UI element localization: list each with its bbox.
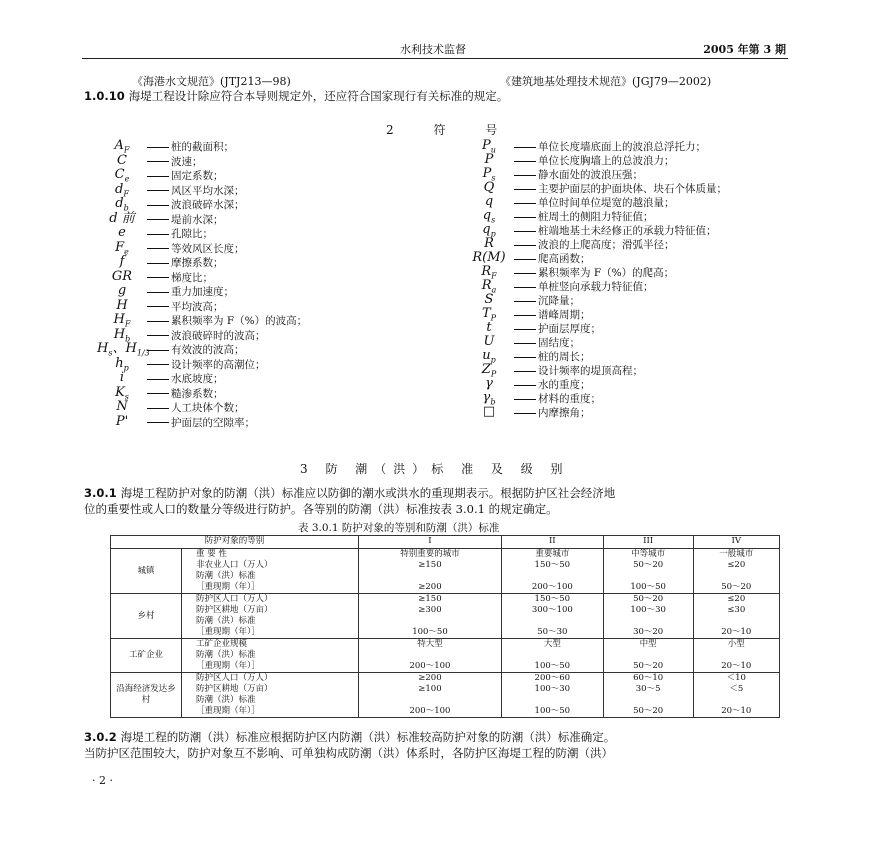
table-row bbox=[111, 673, 780, 718]
right-symbol-row bbox=[464, 308, 794, 322]
symbol-description: 水的重度； bbox=[514, 378, 591, 392]
symbol-description: 主要护面层的护面块体、块石个体质量； bbox=[514, 182, 727, 196]
symbol: N bbox=[116, 399, 128, 414]
clause-3-0-1 bbox=[84, 485, 615, 501]
right-symbol-row bbox=[464, 238, 794, 252]
reference-left: 《海港水文规范》(JTJ213—98) bbox=[132, 75, 291, 88]
symbol-description: 沉降量； bbox=[514, 294, 580, 308]
symbol-description: 固结度； bbox=[514, 336, 580, 350]
right-symbol-row bbox=[464, 252, 794, 266]
symbol-description: 谱峰周期； bbox=[514, 308, 591, 322]
symbol-description: 爬高函数； bbox=[514, 252, 591, 266]
clause-text: 海堤工程设计除应符合本导则规定外，还应符合国家现行有关标准的规定。 bbox=[128, 89, 509, 103]
right-symbol-row bbox=[464, 378, 794, 392]
value-cell: 中等城市 50～20 100～50 bbox=[603, 549, 693, 594]
right-symbol-row bbox=[464, 294, 794, 308]
symbol: $C_e$ bbox=[114, 167, 130, 184]
page-number: · 2 · bbox=[92, 774, 113, 787]
value-cell: ＜10 ＜5 20～10 bbox=[693, 673, 779, 718]
clause-number: 1.0.10 bbox=[84, 89, 125, 103]
symbol: C bbox=[117, 152, 127, 168]
table-row bbox=[111, 549, 780, 594]
right-symbol-row bbox=[464, 350, 794, 364]
running-header bbox=[82, 40, 788, 59]
symbol: $P_u$ bbox=[482, 138, 496, 155]
left-symbol-row bbox=[97, 343, 427, 357]
symbol-description: 波浪破碎时的波高； bbox=[147, 329, 266, 343]
symbol-description: 桩周土的侧阻力特征值； bbox=[514, 210, 654, 224]
left-symbol-row bbox=[97, 227, 427, 241]
symbol: $q_s$ bbox=[482, 208, 496, 225]
group-name: 乡村 bbox=[111, 594, 182, 639]
symbol-description: 内摩擦角； bbox=[514, 406, 591, 420]
clause-3-0-2 bbox=[84, 729, 615, 745]
symbol-description: 护面层厚度； bbox=[514, 322, 601, 336]
value-cell: ≥150 ≥300 100～50 bbox=[359, 594, 502, 639]
left-symbol-row bbox=[97, 181, 427, 199]
symbol: $Z_P$ bbox=[481, 362, 497, 379]
value-cell: ≤20 ≤30 20～10 bbox=[693, 594, 779, 639]
symbol-description: 累积频率为 F（%）的波高； bbox=[147, 314, 307, 328]
clause-line-1: 海堤工程的防潮（洪）标准应根据防护区内防潮（洪）标准较高防护对象的防潮（洪）标准确定。 bbox=[120, 730, 616, 744]
symbol-description: 平均波高； bbox=[147, 300, 224, 314]
clause-line-1: 海堤工程防护对象的防潮（洪）标准应以防御的潮水或洪水的重现期表示。根据防护区社会经济地 bbox=[120, 486, 616, 500]
symbol: □ bbox=[482, 404, 496, 419]
group-items: 防护区人口（万人） 防护区耕地（万亩） 防潮（洪）标准 ［重现期（年）］ bbox=[182, 594, 359, 639]
symbol-description: 波速； bbox=[147, 155, 203, 169]
clause-3-0-1-line-2: 位的重要性或人口的数量分等级进行防护。各等别的防潮（洪）标准按表 3.0.1 的规定确定。 bbox=[84, 502, 558, 516]
clause-number: 3.0.1 bbox=[84, 486, 117, 500]
left-symbol-row bbox=[97, 355, 427, 373]
left-symbol-row bbox=[97, 268, 427, 285]
symbol: f bbox=[119, 254, 125, 269]
symbol-description: 静水面处的波浪压强； bbox=[514, 168, 643, 182]
symbol: $\gamma_b$ bbox=[482, 390, 496, 407]
table-caption: 表 3.0.1 防护对象的等别和防潮（洪）标准 bbox=[298, 522, 500, 534]
right-symbol-row bbox=[464, 364, 794, 378]
symbol-description: 风区平均水深； bbox=[147, 184, 245, 198]
right-symbol-row bbox=[464, 224, 794, 238]
symbol: P' bbox=[115, 413, 129, 429]
value-cell: 一般城市 ≤20 50～20 bbox=[693, 549, 779, 594]
symbol-description: 波浪的上爬高度；滑弧半径； bbox=[514, 238, 675, 252]
right-symbol-row bbox=[464, 182, 794, 196]
symbol: P bbox=[484, 152, 494, 167]
issue-label: 2005 年第 3 期 bbox=[703, 43, 786, 56]
symbol: $P_s$ bbox=[482, 166, 496, 183]
symbol: $R_F$ bbox=[481, 264, 497, 281]
left-symbol-row bbox=[97, 256, 427, 270]
left-symbol-row bbox=[97, 413, 427, 430]
left-symbol-row bbox=[97, 384, 427, 402]
symbol-description: 设计频率的高潮位； bbox=[147, 358, 266, 372]
symbol-description: 单桩竖向承载力特征值； bbox=[514, 280, 654, 294]
symbol: $H_F$ bbox=[113, 312, 131, 329]
column-header: IV bbox=[693, 536, 779, 549]
symbol-description: 设计频率的堤顶高程； bbox=[514, 364, 643, 378]
symbol-description: 波浪破碎水深； bbox=[147, 198, 245, 212]
table-header-row bbox=[111, 536, 780, 549]
value-cell: 中型 50～20 bbox=[603, 639, 693, 673]
left-symbol-row bbox=[97, 401, 427, 415]
column-header: II bbox=[501, 536, 603, 549]
symbol: g bbox=[117, 283, 127, 298]
symbol: $H_b$ bbox=[113, 326, 131, 344]
symbol-description: 累积频率为 F（%）的爬高； bbox=[514, 266, 674, 280]
symbol-description: 水底坡度； bbox=[147, 372, 224, 386]
column-header: III bbox=[603, 536, 693, 549]
group-items: 工矿企业规模 防潮（洪）标准 ［重现期（年）］ bbox=[182, 639, 359, 673]
journal-name: 水利技术监督 bbox=[400, 43, 466, 56]
symbol-description: 单位时间单位堤宽的越浪量； bbox=[514, 196, 675, 210]
value-cell: 特大型 200～100 bbox=[359, 639, 502, 673]
symbol-description: 堤前水深； bbox=[147, 213, 224, 227]
standards-table bbox=[110, 535, 780, 718]
value-cell: 大型 100～50 bbox=[501, 639, 603, 673]
right-symbol-row bbox=[464, 336, 794, 350]
group-name: 城镇 bbox=[111, 549, 182, 594]
symbol: $h_p$ bbox=[115, 355, 129, 373]
reference-right: 《建筑地基处理技术规范》(JGJ79—2002) bbox=[500, 75, 712, 88]
right-symbol-row bbox=[464, 168, 794, 182]
symbol-description: 摩擦系数； bbox=[147, 256, 224, 270]
symbol-description: 有效波的波高； bbox=[147, 343, 245, 357]
symbol: $d_b$ bbox=[115, 196, 129, 213]
left-symbol-row bbox=[97, 297, 427, 314]
left-symbol-row bbox=[97, 314, 427, 328]
symbol: γ bbox=[485, 376, 493, 391]
symbol-description: 桩端地基土未经修正的承载力特征值； bbox=[514, 224, 717, 238]
symbol-description: 材料的重度； bbox=[514, 392, 601, 406]
symbol: U bbox=[483, 334, 495, 349]
clause-number: 3.0.2 bbox=[84, 730, 117, 744]
left-symbol-row bbox=[97, 169, 427, 183]
symbol: H bbox=[116, 297, 128, 313]
symbol: $H_s$、$H_{1/3}$ bbox=[97, 341, 150, 358]
value-cell: 小型 20～10 bbox=[693, 639, 779, 673]
table-row bbox=[111, 594, 780, 639]
right-symbol-row bbox=[464, 196, 794, 210]
value-cell: 150～50 300～100 50～30 bbox=[501, 594, 603, 639]
right-symbol-row bbox=[464, 392, 794, 406]
symbol-description: 单位长度墙底面上的波浪总浮托力； bbox=[514, 140, 706, 154]
symbol: Q bbox=[483, 180, 495, 195]
symbol: $d_F$ bbox=[115, 181, 129, 199]
left-symbol-row bbox=[97, 152, 427, 169]
symbol-description: 等效风区长度； bbox=[147, 242, 245, 256]
symbol: d 前 bbox=[109, 210, 135, 226]
left-symbol-row bbox=[97, 326, 427, 344]
symbol: $q_p$ bbox=[482, 222, 496, 239]
symbol: $u_p$ bbox=[482, 348, 496, 365]
symbol-description: 单位长度胸墙上的总波浪力； bbox=[514, 154, 675, 168]
right-symbol-row bbox=[464, 322, 794, 336]
right-symbol-row bbox=[464, 280, 794, 294]
symbol: $F_e$ bbox=[115, 239, 129, 257]
group-name: 工矿企业 bbox=[111, 639, 182, 673]
left-symbol-row bbox=[97, 239, 427, 257]
left-symbol-row bbox=[97, 372, 427, 386]
right-symbol-row bbox=[464, 266, 794, 280]
symbol: $R_a$ bbox=[481, 278, 497, 295]
symbol: $T_P$ bbox=[481, 306, 497, 323]
value-cell: ≥200 ≥100 200～100 bbox=[359, 673, 502, 718]
symbol: t bbox=[486, 320, 492, 335]
left-symbol-row bbox=[97, 140, 427, 154]
symbol: $K_s$ bbox=[115, 384, 129, 402]
right-symbol-row bbox=[464, 154, 794, 168]
symbol: R(M) bbox=[472, 250, 506, 265]
symbol: $A_F$ bbox=[114, 138, 130, 155]
right-symbol-row bbox=[464, 406, 794, 420]
symbol-description: 桩的截面积； bbox=[147, 140, 234, 154]
value-cell: 重要城市 150～50 200～100 bbox=[501, 549, 603, 594]
symbol-description: 桩的周长； bbox=[514, 350, 591, 364]
left-symbol-row bbox=[97, 198, 427, 212]
symbol-description: 重力加速度； bbox=[147, 285, 234, 299]
right-symbol-row bbox=[464, 140, 794, 154]
left-symbol-row bbox=[97, 210, 427, 227]
column-header: I bbox=[359, 536, 502, 549]
symbol-description: 固定系数； bbox=[147, 169, 224, 183]
symbol: S bbox=[484, 292, 494, 307]
symbol: i bbox=[119, 370, 125, 385]
header-label: 防护对象的等别 bbox=[111, 536, 359, 549]
right-symbol-row bbox=[464, 210, 794, 224]
symbol-description: 孔隙比； bbox=[147, 227, 213, 241]
section-3-title: 3 防 潮（洪）标 准 及 级 别 bbox=[300, 462, 570, 476]
group-items: 重 要 性 非农业人口（万人） 防潮（洪）标准 ［重现期（年）］ bbox=[182, 549, 359, 594]
group-name: 沿海经济发达乡村 bbox=[111, 673, 182, 718]
value-cell: 特别重要的城市 ≥150 ≥200 bbox=[359, 549, 502, 594]
symbol-description: 护面层的空隙率； bbox=[147, 416, 255, 430]
symbol: q bbox=[484, 194, 494, 209]
symbol-description: 人工块体个数； bbox=[147, 401, 245, 415]
clause-3-0-2-line-2: 当防护区范围较大，防护对象互不影响、可单独构成防潮（洪）体系时，各防护区海堤工程的防潮（洪） bbox=[84, 746, 613, 760]
value-cell: 50～20 100～30 30～20 bbox=[603, 594, 693, 639]
table-row bbox=[111, 639, 780, 673]
symbol: e bbox=[118, 225, 126, 240]
symbol-description: 糙渗系数； bbox=[147, 387, 224, 401]
value-cell: 200～60 100～30 100～50 bbox=[501, 673, 603, 718]
left-symbol-row bbox=[97, 285, 427, 299]
symbol: GR bbox=[111, 268, 133, 284]
clause-1-0-10 bbox=[84, 88, 508, 104]
section-2-title: 2 符 号 bbox=[386, 123, 516, 137]
group-items: 防护区人口（万人） 防护区耕地（万亩） 防潮（洪）标准 ［重现期（年）］ bbox=[182, 673, 359, 718]
symbol: R bbox=[484, 236, 494, 251]
value-cell: 60～10 30～5 50～20 bbox=[603, 673, 693, 718]
symbol-description: 梯度比； bbox=[147, 271, 213, 285]
